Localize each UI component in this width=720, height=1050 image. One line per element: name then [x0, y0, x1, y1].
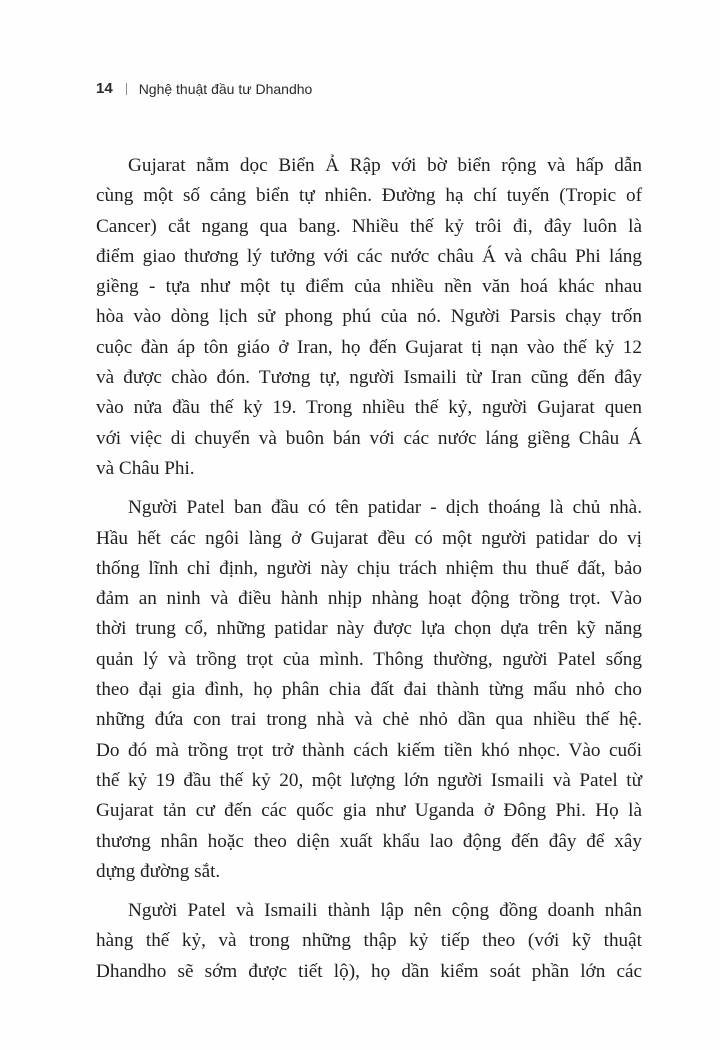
text-line: và Châu Phi.: [96, 457, 195, 479]
text-line: với việc di chuyển và buôn bán với các nước láng giềng Châu Á: [96, 427, 642, 449]
text-line: đảm an ninh và điều hành nhịp nhàng hoạt động trồng trọt. Vào: [96, 588, 642, 610]
running-header: [96, 80, 312, 97]
text-line: và được chào đón. Tương tự, người Ismaili từ Iran cũng đến đây: [96, 367, 642, 389]
text-line: hòa vào dòng lịch sử phong phú của nó. Người Parsis chạy trốn: [96, 306, 642, 328]
body-text: [96, 151, 642, 996]
text-line: Do đó mà trồng trọt trở thành cách kiếm tiền khó nhọc. Vào cuối: [96, 739, 642, 761]
header-divider: [126, 83, 127, 95]
paragraph-2: [96, 493, 642, 887]
text-line: cuộc đàn áp tôn giáo ở Iran, họ đến Gujarat tị nạn vào thế kỷ 12: [96, 336, 642, 358]
text-line: Người Patel và Ismaili thành lập nên cộng đồng doanh nhân: [128, 900, 642, 922]
text-line: thương nhân hoặc theo diện xuất khẩu lao động đến đây để xây: [96, 830, 642, 852]
text-line: giềng - tựa như một tụ điểm của nhiều nền văn hoá khác nhau: [96, 276, 642, 298]
text-line: điểm giao thương lý tưởng với các nước châu Á và châu Phi láng: [96, 245, 642, 267]
text-line: thời trung cổ, những patidar này được lựa chọn dựa trên kỹ năng: [96, 618, 642, 640]
paragraph-3: [96, 896, 642, 987]
text-line: theo đại gia đình, họ phân chia đất đai thành từng mẩu nhỏ cho: [96, 679, 642, 701]
text-line: Người Patel ban đầu có tên patidar - dịch thoáng là chủ nhà.: [128, 497, 642, 519]
text-line: Gujarat tản cư đến các quốc gia như Uganda ở Đông Phi. Họ là: [96, 800, 642, 822]
text-line: những đứa con trai trong nhà và chẻ nhỏ dần qua nhiều thế hệ.: [96, 709, 642, 731]
text-line: thế kỷ 19 đầu thế kỷ 20, một lượng lớn người Ismaili và Patel từ: [96, 769, 642, 791]
paragraph-1: [96, 151, 642, 484]
text-line: Dhandho sẽ sớm được tiết lộ), họ dần kiểm soát phần lớn các: [96, 960, 642, 982]
text-line: quản lý và trồng trọt của mình. Thông thường, người Patel sống: [96, 648, 642, 670]
text-line: hàng thế kỷ, và trong những thập kỷ tiếp theo (với kỹ thuật: [96, 930, 642, 952]
text-line: cùng một số cảng biển tự nhiên. Đường hạ chí tuyến (Tropic of: [96, 185, 642, 207]
text-line: thống lĩnh chỉ định, người này chịu trách nhiệm thu thuế đất, bảo: [96, 557, 642, 579]
text-line: dựng đường sắt.: [96, 860, 221, 882]
text-line: Hầu hết các ngôi làng ở Gujarat đều có một người patidar do vị: [96, 527, 642, 549]
text-line: Gujarat nằm dọc Biển Ả Rập với bờ biển rộng và hấp dẫn: [128, 155, 642, 176]
text-line: vào nửa đầu thế kỷ 19. Trong nhiều thế kỷ, người Gujarat quen: [96, 397, 642, 419]
text-line: Cancer) cắt ngang qua bang. Nhiều thế kỷ trôi đi, đây luôn là: [96, 215, 642, 237]
book-title: Nghệ thuật đầu tư Dhandho: [138, 80, 313, 97]
page-number: 14: [96, 80, 113, 97]
